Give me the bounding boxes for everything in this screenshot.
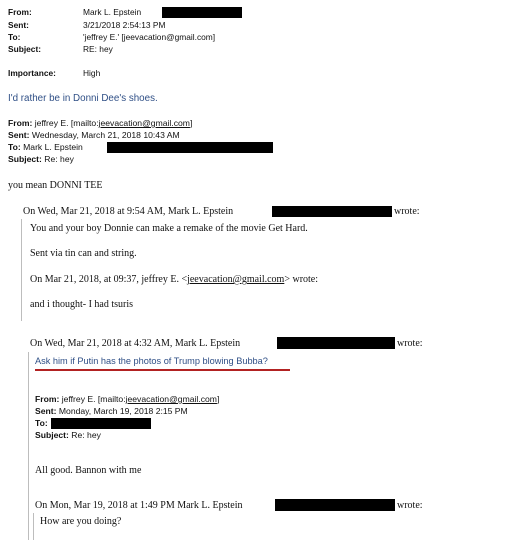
- reply-text: I'd rather be in Donni Dee's shoes.: [8, 93, 158, 104]
- inner-subject-label: Subject:: [35, 430, 69, 440]
- inner-to-line: [35, 418, 48, 428]
- body-line-donni-tee: you mean DONNI TEE: [8, 180, 103, 191]
- inner-subject-value: Re: hey: [71, 430, 101, 440]
- sent-value: 3/21/2018 2:54:13 PM: [83, 20, 166, 30]
- subject-value: RE: hey: [83, 44, 113, 54]
- subject-label: Subject:: [8, 44, 42, 54]
- body-line-tsuris: and i thought- I had tsuris: [30, 299, 134, 310]
- attribution-954-suffix: wrote:: [394, 206, 420, 217]
- body-line-putin: Ask him if Putin has the photos of Trump blowing Bubba?: [35, 356, 268, 366]
- quote-bar: [33, 513, 34, 540]
- quoted-subject-value: Re: hey: [44, 154, 74, 164]
- attribution-line-954: [23, 206, 233, 217]
- from-value: Mark L. Epstein: [83, 7, 142, 17]
- body-line-bannon: All good. Bannon with me: [35, 465, 142, 476]
- inner-from-email-link[interactable]: jeevacation@gmail.com: [125, 394, 217, 404]
- inner-from-value-suffix: ]: [216, 394, 220, 404]
- quoted-to-value: Mark L. Epstein: [23, 142, 83, 152]
- inner-subject-line: [35, 430, 101, 440]
- attribution-149-prefix: On Mon, Mar 19, 2018 at 1:49 PM Mark L. Epstein: [35, 500, 243, 511]
- inner-from-label: From:: [35, 394, 60, 404]
- quoted-sent-label: Sent:: [8, 130, 30, 140]
- redaction-bar: [275, 499, 395, 511]
- attribution-0937-email-link[interactable]: jeevacation@gmail.com: [187, 274, 285, 285]
- importance-value: High: [83, 68, 101, 78]
- attribution-0937-suffix: > wrote:: [284, 274, 319, 285]
- inner-to-label: To:: [35, 418, 48, 428]
- attribution-432-suffix: wrote:: [397, 338, 423, 349]
- quoted-from-value-suffix: ]: [189, 118, 193, 128]
- attribution-line-432: [30, 338, 240, 349]
- inner-from-line: [35, 394, 219, 404]
- redaction-bar: [277, 337, 395, 349]
- quoted-subject-line: [8, 154, 74, 164]
- attribution-432-prefix: On Wed, Mar 21, 2018 at 4:32 AM, Mark L. Epstein: [30, 338, 241, 349]
- body-line-get-hard: You and your boy Donnie can make a remake of the movie Get Hard.: [30, 223, 308, 234]
- quoted-from-value-prefix: jeffrey E. [mailto:: [34, 118, 99, 128]
- redaction-bar: [272, 206, 392, 217]
- quote-bar: [21, 219, 22, 321]
- to-value: 'jeffrey E.' [jeevacation@gmail.com]: [83, 32, 216, 42]
- quoted-to-label: To:: [8, 142, 21, 152]
- quoted-to-line: [8, 142, 83, 152]
- sent-label: Sent:: [8, 20, 29, 30]
- attribution-line-149: [35, 500, 243, 511]
- redaction-bar: [162, 7, 242, 18]
- quoted-sent-line: [8, 130, 180, 140]
- quoted-from-line: [8, 118, 192, 128]
- attribution-954-prefix: On Wed, Mar 21, 2018 at 9:54 AM, Mark L. Epstein: [23, 206, 234, 217]
- quoted-from-email-link[interactable]: jeevacation@gmail.com: [98, 118, 190, 128]
- body-line-tin-can: Sent via tin can and string.: [30, 248, 137, 259]
- redaction-bar: [51, 418, 151, 429]
- from-label: From:: [8, 7, 32, 17]
- inner-sent-label: Sent:: [35, 406, 57, 416]
- quoted-subject-label: Subject:: [8, 154, 42, 164]
- importance-label: Importance:: [8, 68, 56, 78]
- quote-bar: [28, 352, 29, 540]
- to-label: To:: [8, 32, 21, 42]
- redaction-bar: [107, 142, 273, 153]
- attribution-line-0937: [30, 274, 318, 285]
- inner-sent-line: [35, 406, 188, 416]
- red-underline: [35, 369, 290, 371]
- inner-from-value-prefix: jeffrey E. [mailto:: [61, 394, 126, 404]
- attribution-0937-prefix: On Mar 21, 2018, at 09:37, jeffrey E. <: [30, 274, 188, 285]
- quoted-sent-value: Wednesday, March 21, 2018 10:43 AM: [31, 130, 180, 140]
- inner-sent-value: Monday, March 19, 2018 2:15 PM: [58, 406, 188, 416]
- body-line-how-are-you: How are you doing?: [40, 516, 122, 527]
- quoted-from-label: From:: [8, 118, 33, 128]
- attribution-149-suffix: wrote:: [397, 500, 423, 511]
